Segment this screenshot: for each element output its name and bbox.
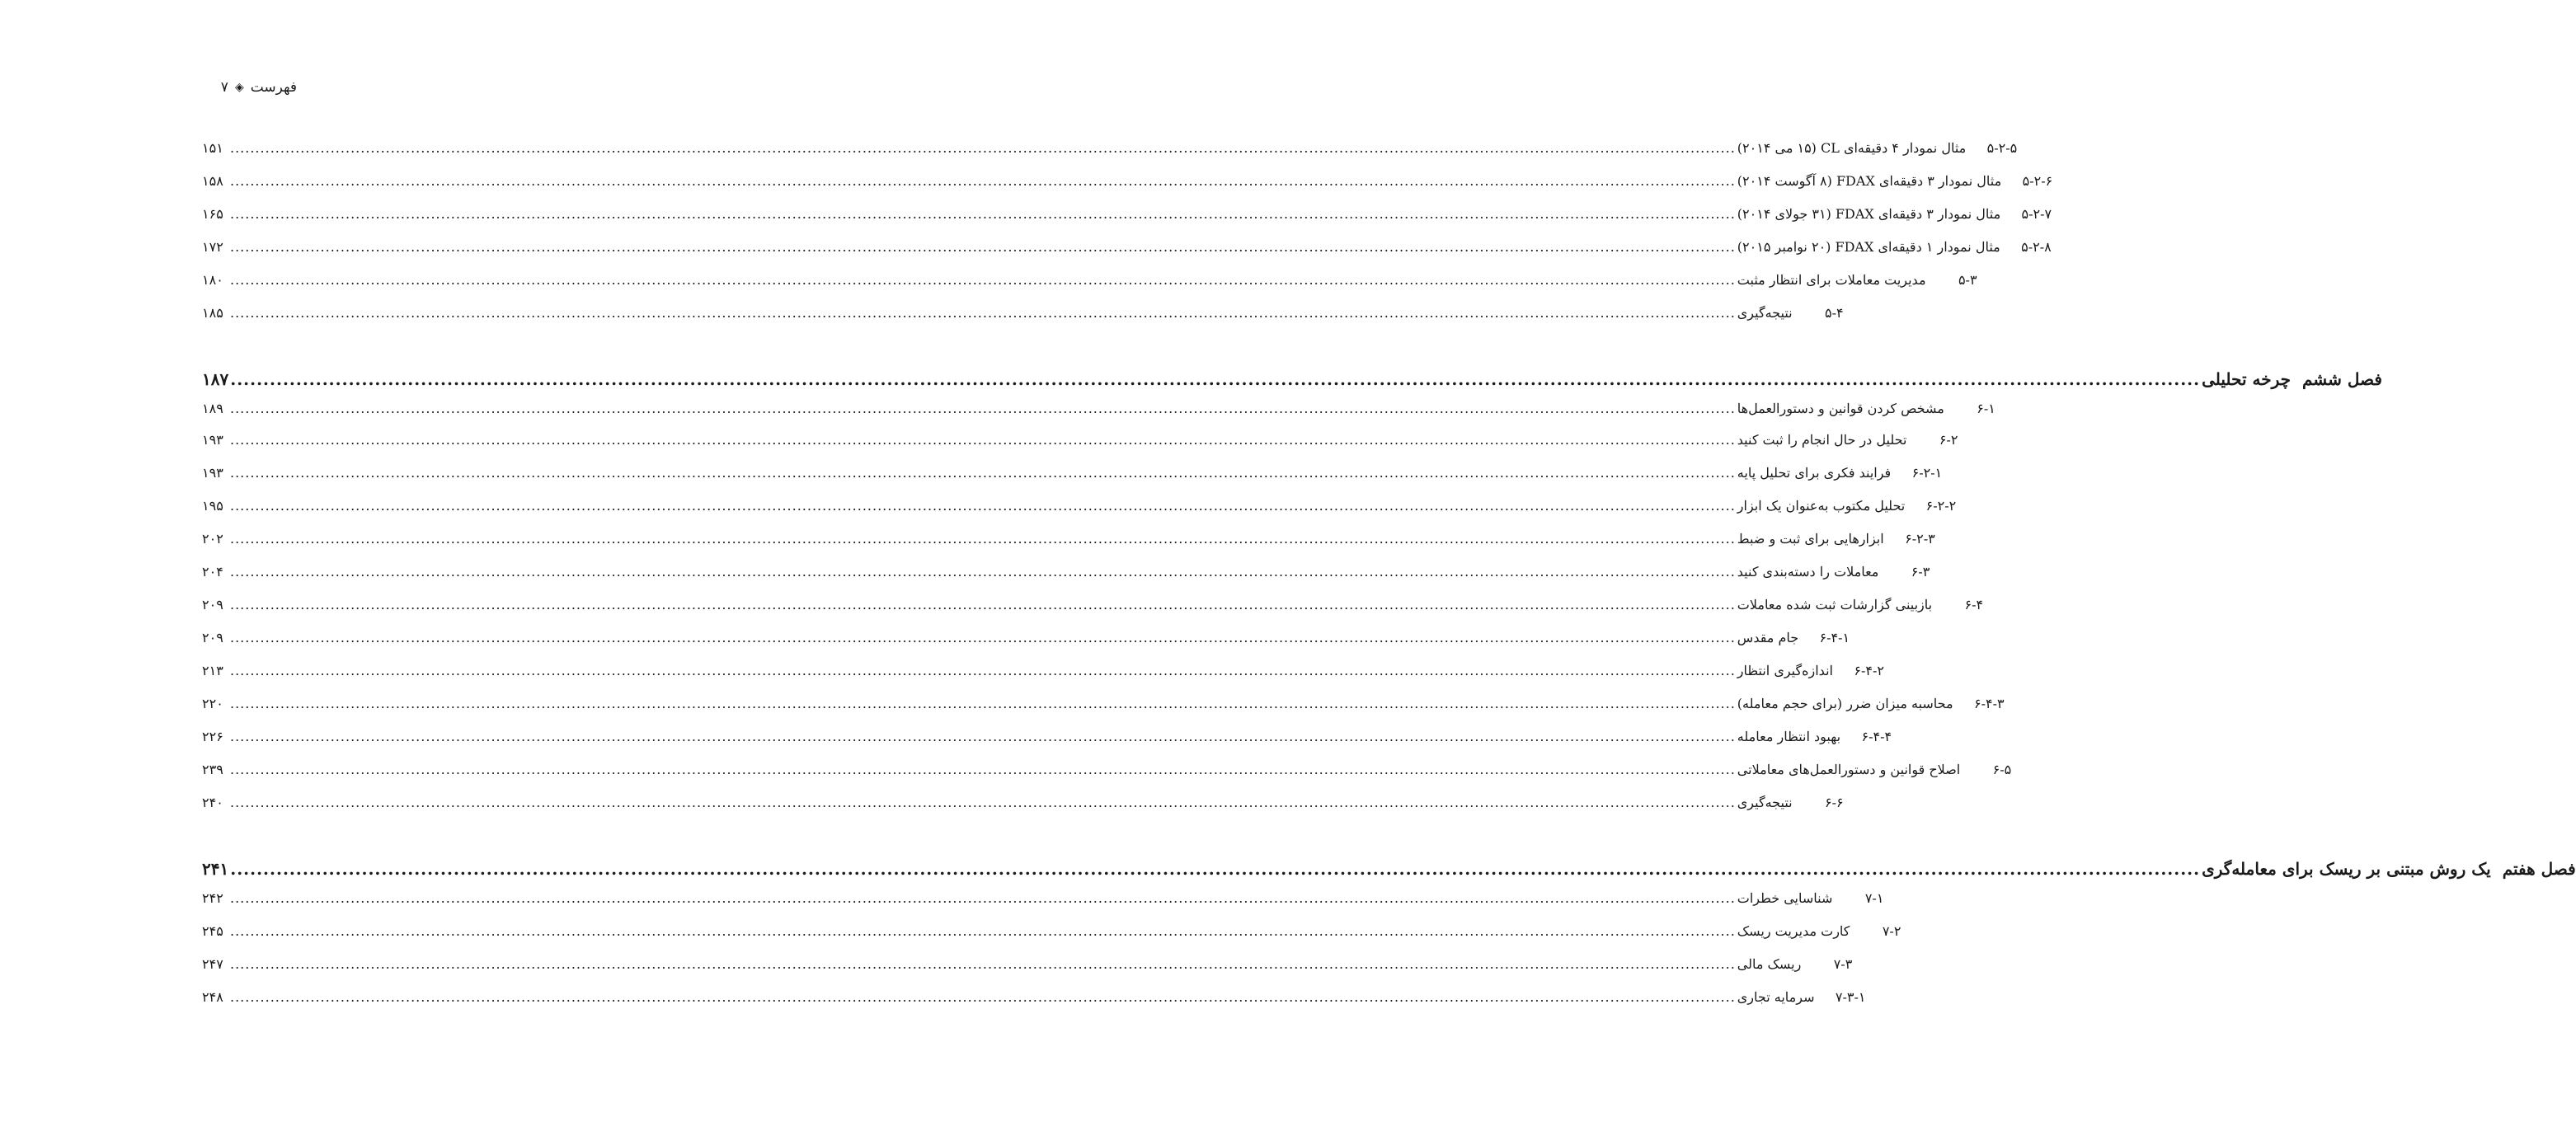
toc-section-title: تحلیل مکتوب به‌عنوان یک ابزار [1737,498,1906,514]
toc-section-title: اصلاح قوانین و دستورالعمل‌های معاملاتی [1737,762,1961,777]
toc-label [1737,729,1892,744]
page-header-number: ۷ [220,79,228,96]
toc-section-number: ۶-۴ [1964,597,1984,612]
toc-leader-dots: ............................................................................................................................................................................................................................................................................................................ [230,696,1736,711]
toc-row[interactable] [202,272,1977,297]
toc-leader-dots: ............................................................................................................................................................................................................................................................................................................ [230,597,1736,612]
toc-page-number: ۲۴۰ [202,795,223,810]
toc-section-number: ۶-۱ [1977,401,1995,416]
toc-section-number: ۶-۲-۱ [1911,465,1943,481]
toc-section-title: مثال نمودار ۱ دقیقه‌ای FDAX (۲۰ نوامبر ۲۰۱۵) [1737,239,2000,255]
toc-section-title: چرخه تحلیلی [2202,369,2291,389]
toc-section-number: ۵-۲-۵ [1986,140,2018,156]
toc-section-title: مثال نمودار ۳ دقیقه‌ای FDAX (۸ آگوست ۲۰۱۴) [1737,173,2002,189]
toc-row[interactable] [202,206,2052,231]
toc-page-number: ۲۴۲ [202,890,223,906]
page-header-title: فهرست [250,79,297,96]
toc-section-number: ۵-۲-۷ [2021,206,2052,222]
toc-leader-dots: ............................................................................................................................................................................................................................................................................................................ [230,795,1736,810]
toc-label [1737,498,1956,514]
toc-page-number: ۱۹۵ [202,498,223,514]
toc-row[interactable] [202,923,1901,948]
toc-label [1737,989,1866,1005]
toc-label [1737,956,1853,972]
toc-label [1737,923,1901,939]
toc-page-number: ۱۸۷ [202,369,229,389]
toc-section-title: ابزارهایی برای ثبت و ضبط [1737,531,1884,547]
toc-label [1737,140,2017,156]
toc-section-title: بازبینی گزارشات ثبت شده معاملات [1737,597,1933,612]
toc-label [1737,239,2052,255]
toc-section-title: معاملات را دسته‌بندی کنید [1737,564,1879,580]
toc-label [1737,173,2052,189]
toc-section-number: ۶-۲-۲ [1925,498,1957,514]
toc-section-number: ۷-۱ [1864,890,1884,906]
toc-label [1737,206,2052,222]
toc-leader-dots: ............................................................................................................................................................................................................................................................................................................ [230,305,1736,321]
toc-leader-dots: ............................................................................................................................................................................................................................................................................................................ [230,465,1736,481]
toc-row[interactable] [202,465,1943,490]
toc-label [1737,597,1983,612]
toc-page-number: ۲۱۳ [202,663,223,678]
toc-section-number: ۶-۴-۲ [1854,663,1884,678]
toc-label [1737,762,2011,777]
page-header [202,76,297,99]
toc-leader-dots: ............................................................................................................................................................................................................................................................................................................ [230,531,1736,547]
toc-section-title: ریسک مالی [1737,956,1802,972]
toc-label [1737,432,1958,448]
toc-page-number: ۱۸۰ [202,272,223,288]
toc-section-number: ۵-۴ [1825,305,1844,321]
toc-leader-dots: ............................................................................................................................................................................................................................................................................................................ [230,239,1736,255]
toc-section-number: ۷-۲ [1882,923,1901,939]
toc-row[interactable] [202,630,1850,655]
toc-section-number: ۷-۳ [1833,956,1853,972]
toc-section-number: ۶-۶ [1825,795,1844,810]
toc-section-title: تحلیل در حال انجام را ثبت کنید [1737,432,1907,448]
toc-section-title: کارت مدیریت ریسک [1737,923,1850,939]
toc-page-number: ۲۴۸ [202,989,223,1005]
toc-page-number: ۲۲۰ [202,696,223,711]
toc-leader-dots: ............................................................................................................................................................................................................................................................................................................ [230,762,1736,777]
toc-leader-dots: ............................................................................................................................................................................................................................................................................................................ [230,432,1736,448]
toc-section-title: مثال نمودار ۳ دقیقه‌ای FDAX (۳۱ جولای ۲۰۱۴) [1737,206,2001,222]
toc-row[interactable] [202,531,1935,556]
toc-leader-dots: ............................................................................................................................................................................................................................................................................................................ [230,630,1736,645]
toc-leader-dots: ............................................................................................................................................................................................................................................................................................................ [230,859,2201,879]
diamond-ornament-icon: ◈ [234,81,244,94]
toc-chapter-name: فصل هفتم [2502,859,2576,879]
toc-label [1737,795,1844,810]
toc-page-number: ۲۳۹ [202,762,223,777]
toc-leader-dots: ............................................................................................................................................................................................................................................................................................................ [230,401,1736,416]
toc-row[interactable] [202,305,1844,330]
toc-row[interactable] [202,140,2018,165]
toc-row[interactable] [202,729,1892,753]
toc-section-title: جام مقدس [1737,630,1799,645]
toc-section-title: محاسبه میزان ضرر (برای حجم معامله) [1737,696,1953,711]
toc-row[interactable] [202,762,2012,786]
toc-page-number: ۲۰۴ [202,564,223,580]
toc-chapter-row[interactable] [202,369,2382,394]
toc-leader-dots: ............................................................................................................................................................................................................................................................................................................ [230,890,1736,906]
toc-section-title: نتیجه‌گیری [1737,795,1793,810]
toc-page-number: ۲۴۷ [202,956,223,972]
toc-section-title: بهبود انتظار معامله [1737,729,1841,744]
toc-leader-dots: ............................................................................................................................................................................................................................................................................................................ [230,206,1736,222]
toc-label [1737,531,1935,547]
toc-row[interactable] [202,597,1984,622]
toc-page-number: ۱۸۹ [202,401,223,416]
toc-page-number: ۲۰۲ [202,531,223,547]
toc-row[interactable] [202,795,1844,819]
toc-row[interactable] [202,173,2053,198]
toc-section-number: ۵-۲-۸ [2021,239,2052,255]
toc-leader-dots: ............................................................................................................................................................................................................................................................................................................ [230,498,1736,514]
toc-page-number: ۲۲۶ [202,729,223,744]
toc-row[interactable] [202,564,1930,589]
toc-page-number: ۱۹۳ [202,465,223,481]
toc-label [1737,465,1942,481]
toc-section-title: مشخص کردن قوانین و دستورالعمل‌ها [1737,401,1944,416]
toc-leader-dots: ............................................................................................................................................................................................................................................................................................................ [230,663,1736,678]
toc-section-title: شناسایی خطرات [1737,890,1833,906]
toc-leader-dots: ............................................................................................................................................................................................................................................................................................................ [230,369,2201,389]
toc-leader-dots: ............................................................................................................................................................................................................................................................................................................ [230,564,1736,580]
toc-section-title: مثال نمودار ۴ دقیقه‌ای CL (۱۵ می ۲۰۱۴) [1737,140,1967,156]
toc-section-number: ۶-۴-۱ [1819,630,1850,645]
toc-leader-dots: ............................................................................................................................................................................................................................................................................................................ [230,989,1736,1005]
toc-page-number: ۲۰۹ [202,630,223,645]
toc-section-number: ۵-۳ [1958,272,1977,288]
toc-section-title: اندازه‌گیری انتظار [1737,663,1833,678]
toc-label [1737,696,2005,711]
toc-chapter-row[interactable] [202,859,2576,884]
toc-section-number: ۶-۲ [1939,432,1958,448]
toc-leader-dots: ............................................................................................................................................................................................................................................................................................................ [230,956,1736,972]
toc-label [1737,630,1850,645]
toc-section-number: ۵-۲-۶ [2022,173,2053,189]
toc-row[interactable] [202,401,1995,425]
toc-label [1737,272,1977,288]
toc-section-number: ۶-۴-۴ [1861,729,1892,744]
toc-leader-dots: ............................................................................................................................................................................................................................................................................................................ [230,272,1736,288]
toc-row[interactable] [202,498,1957,523]
toc-section-title: یک روش مبتنی بر ریسک برای معامله‌گری [2202,859,2491,879]
toc-section-number: ۷-۳-۱ [1835,989,1866,1005]
toc-row[interactable] [202,432,1958,457]
toc-leader-dots: ............................................................................................................................................................................................................................................................................................................ [230,140,1736,156]
toc-section-title: نتیجه‌گیری [1737,305,1793,321]
toc-row[interactable] [202,663,1884,688]
toc-page-number: ۲۴۱ [202,859,229,879]
toc-label [1737,564,1930,580]
toc-page-number: ۱۶۵ [202,206,223,222]
toc-page-number: ۱۷۲ [202,239,223,255]
toc-page-number: ۱۵۱ [202,140,223,156]
toc-page-number: ۲۰۹ [202,597,223,612]
toc-section-title: فرایند فکری برای تحلیل پایه [1737,465,1892,481]
toc-row[interactable] [202,890,1884,915]
toc-page-number: ۱۸۵ [202,305,223,321]
toc-label [1737,401,1995,416]
toc-section-number: ۶-۳ [1911,564,1930,580]
toc-section-number: ۶-۲-۳ [1905,531,1935,547]
toc-section-title: سرمایه تجاری [1737,989,1815,1005]
toc-label [2202,369,2382,389]
toc-page-number: ۲۴۵ [202,923,223,939]
toc-page-number: ۱۹۳ [202,432,223,448]
toc-row[interactable] [202,239,2052,264]
toc-leader-dots: ............................................................................................................................................................................................................................................................................................................ [230,923,1736,939]
toc-label [1737,890,1884,906]
toc-leader-dots: ............................................................................................................................................................................................................................................................................................................ [230,173,1736,189]
toc-section-title: مدیریت معاملات برای انتظار مثبت [1737,272,1926,288]
toc-leader-dots: ............................................................................................................................................................................................................................................................................................................ [230,729,1736,744]
toc-label [1737,305,1844,321]
toc-label [1737,663,1884,678]
toc-label [2202,859,2576,879]
toc-section-number: ۶-۵ [1992,762,2012,777]
toc-row[interactable] [202,956,1853,981]
toc-section-number: ۶-۴-۳ [1973,696,2005,711]
toc-row[interactable] [202,696,2005,720]
toc-row[interactable] [202,989,1866,1014]
toc-page-number: ۱۵۸ [202,173,223,189]
toc-chapter-name: فصل ششم [2301,369,2382,389]
